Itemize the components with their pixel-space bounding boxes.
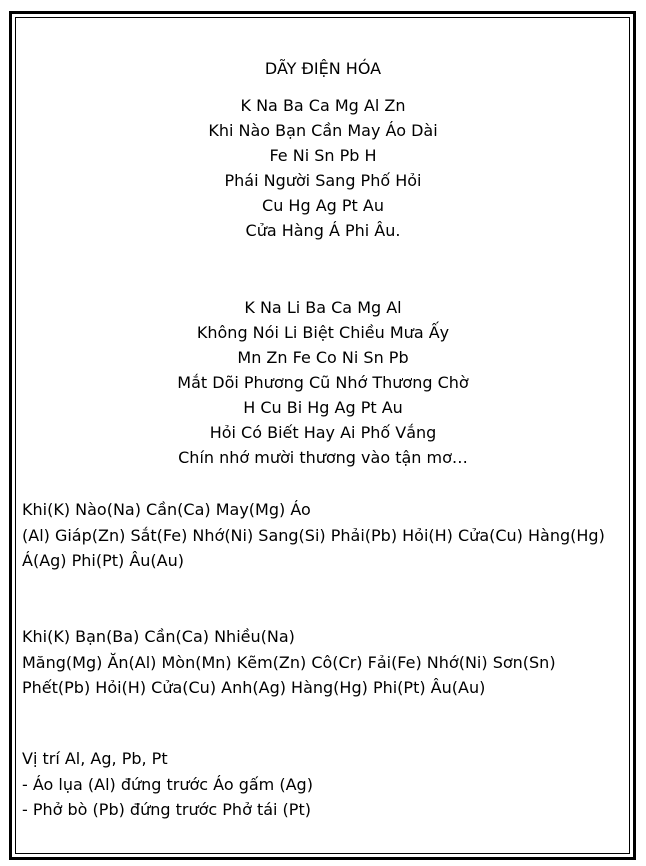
stanza-2 [18,295,628,470]
stanza-line: Không Nói Li Biệt Chiều Mưa Ấy [196,323,450,342]
stanza-line: Mn Zn Fe Co Ni Sn Pb [237,348,409,367]
mnemonic-line: Khi(K) Nào(Na) Cần(Ca) May(Mg) Áo [22,500,311,519]
notes-heading: Vị trí Al, Ag, Pb, Pt [22,749,168,768]
stanza-line: Mắt Dõi Phương Cũ Nhớ Thương Chờ [177,373,469,392]
mnemonic-block-1 [22,497,622,574]
mnemonic-line: Phết(Pb) Hỏi(H) Cửa(Cu) Anh(Ag) Hàng(Hg) Phi(Pt) Âu(Au) [22,678,486,697]
stanza-line: K Na Ba Ca Mg Al Zn [240,96,406,115]
document-title [18,56,628,81]
stanza-line: K Na Li Ba Ca Mg Al [244,298,402,317]
stanza-1 [18,93,628,243]
mnemonic-line: (Al) Giáp(Zn) Sắt(Fe) Nhớ(Ni) Sang(Si) Phải(Pb) Hỏi(H) Cửa(Cu) Hàng(Hg) [22,525,605,545]
mnemonic-block-2 [22,624,622,701]
stanza-line: Hỏi Có Biết Hay Ai Phố Vắng [209,423,437,442]
note-line: - Áo lụa (Al) đứng trước Áo gấm (Ag) [22,774,313,794]
mnemonic-line: Á(Ag) Phi(Pt) Âu(Au) [22,551,184,570]
position-notes [22,746,622,823]
stanza-line: Phái Người Sang Phố Hỏi [224,171,422,190]
note-line: - Phở bò (Pb) đứng trước Phở tái (Pt) [22,800,311,819]
stanza-line: H Cu Bi Hg Ag Pt Au [243,398,403,417]
stanza-line: Khi Nào Bạn Cần May Áo Dài [208,121,438,140]
mnemonic-line: Măng(Mg) Ăn(Al) Mòn(Mn) Kẽm(Zn) Cô(Cr) Fải(Fe) Nhớ(Ni) Sơn(Sn) [22,652,556,672]
stanza-line: Chín nhớ mười thương vào tận mơ… [178,448,468,467]
title-text: DÃY ĐIỆN HÓA [264,59,382,78]
mnemonic-line: Khi(K) Bạn(Ba) Cần(Ca) Nhiều(Na) [22,627,295,646]
stanza-line: Cu Hg Ag Pt Au [262,196,384,215]
stanza-line: Cửa Hàng Á Phi Âu. [245,221,401,240]
stanza-line: Fe Ni Sn Pb H [269,146,377,165]
